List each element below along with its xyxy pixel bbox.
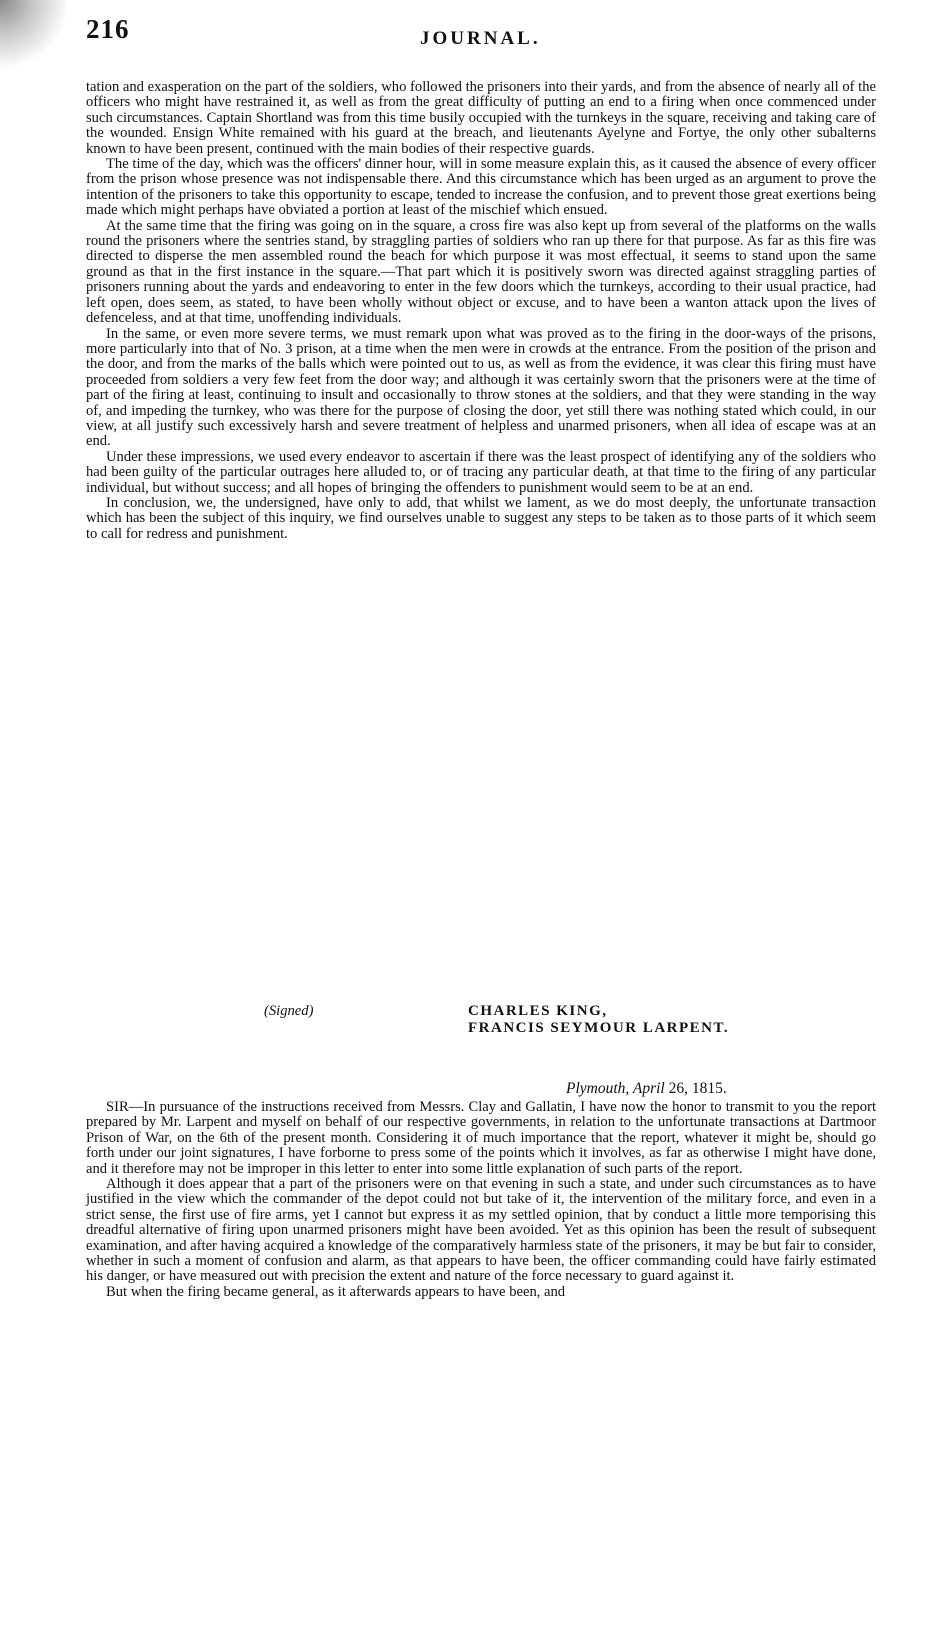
signatories: [468, 1003, 729, 1037]
signatory-name: FRANCIS SEYMOUR LARPENT.: [468, 1020, 730, 1036]
letter-paragraph: But when the firing became general, as it afterwards appears to have been, and: [106, 1283, 566, 1300]
page-number: 216: [86, 14, 130, 44]
letter-paragraph: Although it does appear that a part of the prisoners were on that evening in such a state, and under such circumstances as to have justified in the view which the commander of the depot could not but take of it, the intervention of the military force, and even in a strict sense, the first use of fire arms, yet I cannot but express it as my settled opinion, that by conduct a little more temporising this dreadful alternative of firing upon unarmed prisoners might have been avoided. Yet as this opinion has been the result of subsequent examination, and after having acquired a knowledge of the comparatively harmless state of the prisoners, it may be but fair to consider, whether in such a moment of confusion and alarm, as that appears to have been, the officer commanding could have fairly estimated his danger, or have measured out with precision the extent and nature of the force necessary to guard against it.: [86, 1176, 876, 1285]
report-body: [86, 80, 876, 542]
letter-paragraph: SIR—In pursuance of the instructions received from Messrs. Clay and Gallatin, I have now the honor to transmit to you the report prepared by Mr. Larpent and myself on behalf of our respective governments, in relation to the unfortunate transactions at Dartmoor Prison of War, on the 6th of the present month. Considering it of much importance that the report, whatever it might be, should go forth under our joint signatures, I have forborne to press some of the points which it involves, as far as otherwise I might have done, and it therefore may not be improper in this letter to enter into some little explanation of such parts of the report.: [86, 1099, 876, 1177]
report-paragraph: At the same time that the firing was going on in the square, a cross fire was also kept up from several of the platforms on the walls round the prisoners where the sentries stand, by straggling parties of soldiers who ran up there for that purpose. As far as this fire was directed to disperse the men assembled round the beach for which purpose it was most effectual, it seems to stand upon the same ground as that in the first instance in the square.—That part which it is positively sworn was directed against straggling parties of prisoners running about the yards and endeavoring to enter in the few doors which the turnkeys, according to their usual practice, had left open, does seem, as stated, to have been wholly without object or excuse, and to have been a wanton attack upon the lives of defenceless, and at that time, unoffending individuals.: [86, 217, 876, 327]
signed-label: (Signed): [264, 1003, 314, 1019]
report-paragraph: The time of the day, which was the officers' dinner hour, will in some measure explain this, as it caused the absence of every officer from the prison whose presence was not indispensable there. And this circumstance which has been urged as an argument to prove the intention of the prisoners to take this opportunity to escape, tended to increase the confusion, and to prevent those great exertions being made which might perhaps have obviated a portion at least of the mischief which ensued.: [86, 156, 876, 219]
letter-dateline: [86, 1080, 876, 1100]
page-corner-shadow: [0, 0, 70, 70]
report-paragraph: In the same, or even more severe terms, we must remark upon what was proved as to the firing in the door-ways of the prisons, more particularly into that of No. 3 prison, at a time when the men were in crowds at the entrance. From the position of the prison and the door, and from the marks of the balls which were pointed out to us, as well as from the evidence, it was clear this firing must have proceeded from soldiers a very few feet from the door way; and although it was certainly sworn that the prisoners were at the time of part of the firing at least, continuing to insult and occasionally to throw stones at the soldiers, and that they were standing in the way of, and impeding the turnkey, who was there for the purpose of closing the door, yet still there was nothing stated which could, in our view, at all justify such excessively harsh and severe treatment of helpless and unarmed prisoners, when all idea of escape was at an end.: [86, 325, 876, 450]
dateline-place: Plymouth, April: [566, 1080, 665, 1097]
dateline-date: 26, 1815.: [668, 1080, 727, 1097]
dateline: [566, 1080, 727, 1098]
letter-body: [86, 1100, 876, 1300]
report-paragraph: tation and exasperation on the part of the soldiers, who followed the prisoners into their yards, and from the absence of nearly all of the officers who might have restrained it, as well as from the great difficulty of putting an end to a firing when once commenced under such circumstances. Captain Shortland was from this time busily occupied with the turnkeys in the square, receiving and taking care of the wounded. Ensign White remained with his guard at the breach, and lieutenants Ayelyne and Fortye, the only other subalterns known to have been present, continued with the main bodies of their respective guards.: [86, 79, 876, 157]
signature-block: [86, 1003, 876, 1043]
report-paragraph: In conclusion, we, the undersigned, have only to add, that whilst we lament, as we do most deeply, the unfortunate transaction which has been the subject of this inquiry, we find ourselves unable to suggest any steps to be taken as to those parts of it which seem to call for redress and punishment.: [86, 494, 876, 542]
running-head: JOURNAL.: [420, 28, 541, 49]
signatory-name: CHARLES KING,: [468, 1003, 608, 1019]
report-paragraph: Under these impressions, we used every endeavor to ascertain if there was the least prospect of identifying any of the soldiers who had been guilty of the particular outrages here alluded to, or of tracing any particular death, at that time to the firing of any particular individual, but without success; and all hopes of bringing the offenders to punishment would seem to be at an end.: [86, 448, 876, 496]
